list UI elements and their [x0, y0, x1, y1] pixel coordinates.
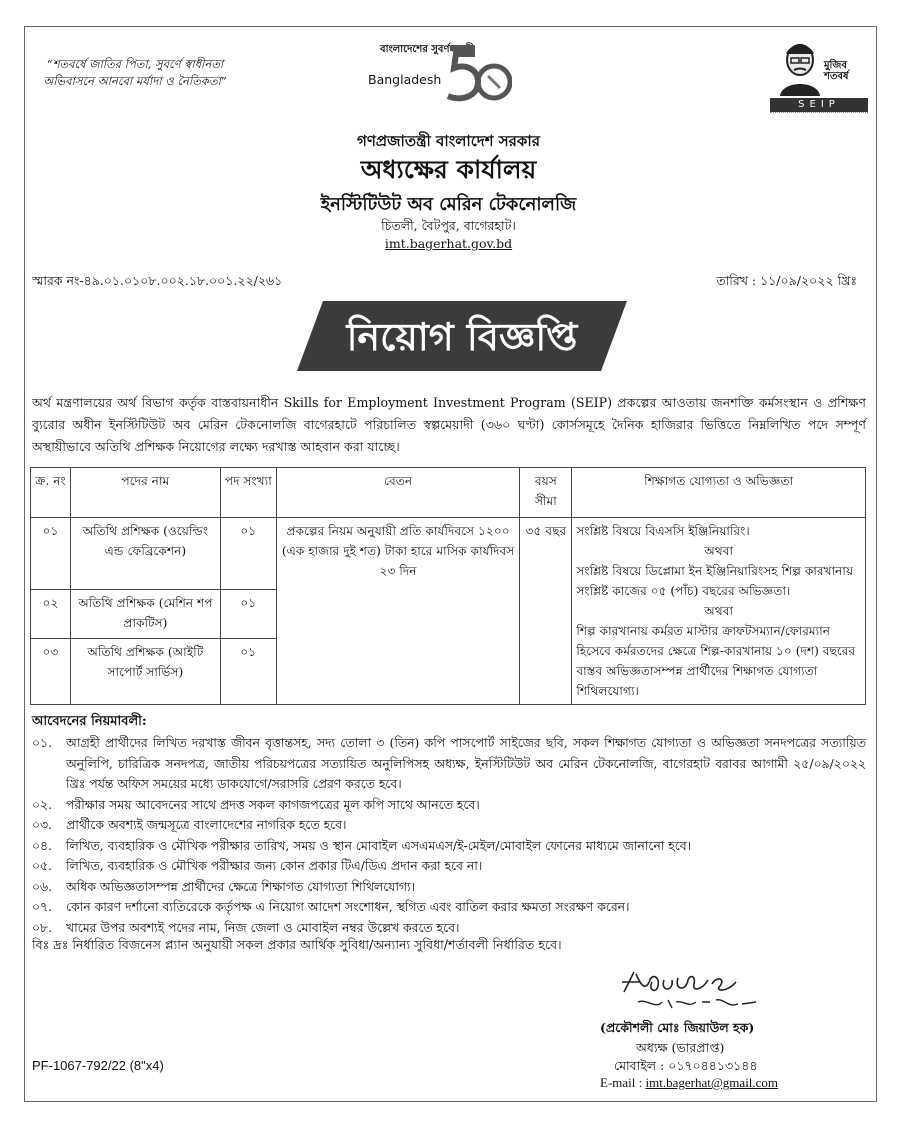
mujib-seip-logo: মুজিব শতবর্ষ SEIP [770, 40, 870, 116]
notice-date: তারিখ : ১১/০৯/২০২২ খ্রিঃ [716, 273, 857, 288]
col-header: পদ সংখ্যা [220, 468, 276, 518]
signatory-name: (প্রকৌশলী মোঃ জিয়াউল হক) [600, 1020, 755, 1035]
institute-name: ইনস্টিটিউট অব মেরিন টেকনোলজি [320, 194, 577, 215]
handwritten-signature [616, 966, 776, 1012]
col-header: বেতন [276, 468, 520, 518]
motto: “শতবর্ষে জাতির পিতা, সুবর্ণে স্বাধীনতা অভিবাসনে আনবো মর্যাদা ও নৈতিকতা” [43, 57, 227, 88]
list-item: ০১. আগ্রহী প্রার্থীদের লিখিত দরখাস্ত জীবন বৃত্তান্তসহ, সদ্য তোলা ৩ (তিন) কপি পাসপোর্ট সাইজের ছবি, সকল শিক্ষাগত যোগ্যতা ও অভিজ্ঞতা সনদপত্রের সত্যায়িত অনুলিপি, চারিত্রিক সনদপত্র, জাতীয় পরিচয়পত্রের সত্যায়িত অনুলিপিসহ অধ্যক্ষ, ইনস্টিটিউট অব মেরিন টেকনোলজি, বাগেরহাট বরাবর আগামী ২৫/০৯/২০২২ খ্রিঃ পর্যন্ত অফিস সময়ের মধ্যে ডাকযোগে/সরাসরি প্রেরণ করতে হবে। [32, 735, 866, 791]
salary-cell: প্রকল্পের নিয়ম অনুযায়ী প্রতি কার্যদিবসে ১২০০ (এক হাজার দুই শত) টাকা হারে মাসিক কার্যদিবস ২৩ দিন [276, 518, 520, 705]
list-item: ০৬. অধিক অভিজ্ঞতাসম্পন্ন প্রার্থীদের ক্ষেত্রে শিক্ষাগত যোগ্যতা শিথিলযোগ্য। [32, 878, 416, 894]
table-row: ০১ অতিথি প্রশিক্ষক (ওয়েল্ডিং এন্ড ফেব্রিকেশন) ০১ প্রকল্পের নিয়ম অনুযায়ী প্রতি কার্যদিবসে ১২০০ (এক হাজার দুই শত) টাকা হারে মাসিক কার্যদিবস ২৩ দিন ৩৫ বছর সংশ্লিষ্ট বিষয়ে বিএসসি ইঞ্জিনিয়ারিং। অথবা সংশ্লিষ্ট বিষয়ে ডিপ্লোমা ইন ইঞ্জিনিয়ারিংসহ শিল্প কারখানায় সংশ্লিষ্ট কাজের ০৫ (পাঁচ) বছরের অভিজ্ঞতা। অথবা শিল্প কারখানায় কর্মরত মাস্টার ক্রাফটসম্যান/ফোরম্যান হিসেবে কর্মরতদের ক্ষেত্রে শিল্প-কারখানায় ১০ (দশ) বছরের বাস্তব অভিজ্ঞতাসম্পন্ন প্রার্থীদের শিক্ষাগত যোগ্যতা শিথিলযোগ্য। [31, 518, 866, 590]
memo-number: স্মারক নং-৪৯.০১.০১০৮.০০২.১৮.০০১.২২/২৬১ [32, 273, 283, 288]
col-header: বয়স সীমা [520, 468, 572, 518]
signatory-designation: অধ্যক্ষ (ভারপ্রাপ্ত) [636, 1040, 725, 1055]
office-title: অধ্যক্ষের কার্যালয় [360, 155, 537, 184]
signatory-email: E-mail : imt.bagerhat@gmail.com [600, 1075, 779, 1090]
signatory-mobile: মোবাইল : ০১৭০৪৪১৩১৪৪ [614, 1058, 758, 1073]
portrait-icon [776, 40, 824, 96]
rules-list [32, 733, 866, 938]
rules-title: আবেদনের নিয়মাবলী: [32, 714, 147, 729]
table-header-row [31, 468, 866, 518]
list-item: ০৫. লিখিত, ব্যবহারিক ও মৌখিক পরীক্ষার জন্য কোন প্রকার টিএ/ডিএ প্রদান করা হবে না। [32, 858, 483, 873]
list-item: ০৪. লিখিত, ব্যবহারিক ও মৌখিক পরীক্ষার তারিখ, সময় ও স্থান মোবাইল এসএমএস/ই-মেইল/মোবাইল ফোনের মাধ্যমে জানানো হবে। [32, 837, 692, 853]
list-item: ০২. পরীক্ষার সময় আবেদনের সাথে প্রদত্ত সকল কাগজপত্রের মূল কপি সাথে আনতে হবে। [32, 796, 480, 812]
table-row: ০২ অতিথি প্রশিক্ষক (মেশিন শপ প্রাকটিস) ০১ [31, 589, 866, 639]
age-cell: ৩৫ বছর [520, 518, 572, 705]
intro-paragraph: অর্থ মন্ত্রণালয়ের অর্থ বিভাগ কর্তৃক বাস্তবায়নাধীন Skills for Employment Investment Program (SEIP) প্রকল্পের আওতায় জনশক্তি কর্মসংস্থান ও প্রশিক্ষণ ব্যুরোর অধীন ইনস্টিটিউট অব মেরিন টেকনোলজি বাগেরহাটে পরিচালিত স্বল্পমেয়াদী (৩৬০ ঘণ্টা) কোর্সসমূহে দৈনিক হাজিরার ভিত্তিতে নিম্নলিখিত পদে সম্পূর্ণ অস্থায়ীভাবে অতিথি প্রশিক্ষক নিয়োগের লক্ষ্যে দরখাস্ত আহবান করা যাচ্ছে। [32, 395, 866, 454]
institute-address: চিতলী, বৈটপুর, বাগেরহাট। [381, 218, 516, 233]
col-header: ক্র. নং [31, 468, 71, 518]
banner-title: নিয়োগ বিজ্ঞপ্তি [346, 314, 578, 359]
list-item: ০৩. প্রার্থীকে অবশ্যই জন্মসূত্রে বাংলাদেশের নাগরিক হতে হবে। [32, 817, 347, 832]
fifty-icon [442, 44, 512, 104]
government-name: গণপ্রজাতন্ত্রী বাংলাদেশ সরকার [357, 132, 540, 150]
pf-code: PF-1067-792/22 (8"x4) [32, 1058, 164, 1073]
posts-table [30, 467, 866, 705]
col-header: পদের নাম [70, 468, 220, 518]
list-item: ০৭. কোন কারণ দর্শানো ব্যতিরেকে কর্তৃপক্ষ এ নিয়োগ আদেশ সংশোধন, স্থগিত এবং বাতিল করার ক্ষমতা সংরক্ষণ করেন। [32, 899, 630, 914]
website-link[interactable]: imt.bagerhat.gov.bd [384, 236, 513, 251]
list-item: ০৮. খামের উপর অবশ্যই পদের নাম, নিজ জেলা ও মোবাইল নম্বর উল্লেখ করতে হবে। [32, 919, 460, 935]
special-note: বিঃ দ্রঃ নির্ধারিত বিজনেস প্ল্যান অনুযায়ী সকল প্রকার আর্থিক সুবিধা/অন্যান্য সুবিধা/শর্তাবলী নির্ধারিত হবে। [32, 937, 562, 952]
recruitment-banner [297, 301, 627, 371]
table-row: ০৩ অতিথি প্রশিক্ষক (আইটি সাপোর্ট সার্ভিস) ০১ [31, 639, 866, 705]
qualification-cell: সংশ্লিষ্ট বিষয়ে বিএসসি ইঞ্জিনিয়ারিং। অথবা সংশ্লিষ্ট বিষয়ে ডিপ্লোমা ইন ইঞ্জিনিয়ারিংসহ শিল্প কারখানায় সংশ্লিষ্ট কাজের ০৫ (পাঁচ) বছরের অভিজ্ঞতা। অথবা শিল্প কারখানায় কর্মরত মাস্টার ক্রাফটসম্যান/ফোরম্যান হিসেবে কর্মরতদের ক্ষেত্রে শিল্প-কারখানায় ১০ (দশ) বছরের বাস্তব অভিজ্ঞতাসম্পন্ন প্রার্থীদের শিক্ষাগত যোগ্যতা শিথিলযোগ্য। [572, 518, 866, 705]
email-link[interactable]: imt.bagerhat@gmail.com [645, 1075, 779, 1090]
col-header: শিক্ষাগত যোগ্যতা ও অভিজ্ঞতা [572, 468, 866, 518]
golden-jubilee-logo: বাংলাদেশের সুবর্ণজয়ন্তী Bangladesh [352, 42, 512, 104]
